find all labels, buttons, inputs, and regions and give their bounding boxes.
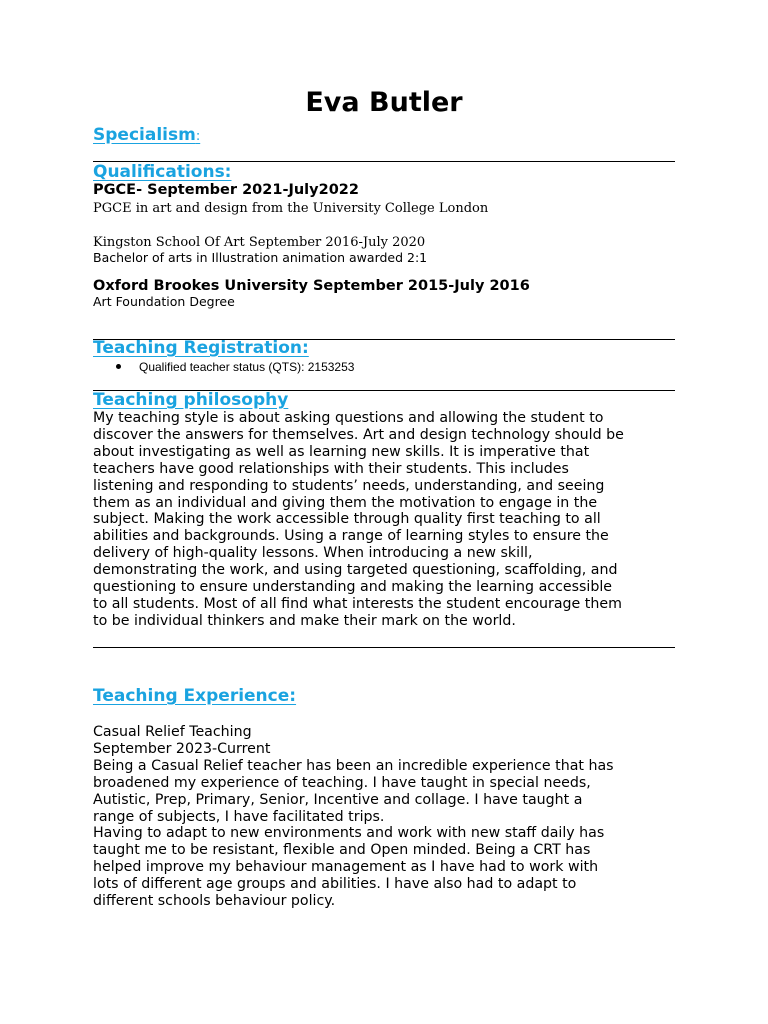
experience-line: Having to adapt to new environments and work with new staff daily has [93,825,605,842]
specialism-colon: : [195,129,201,144]
specialism-label: Specialism [93,125,196,145]
resume-name: Eva Butler [305,87,463,118]
pgce-description: PGCE in art and design from the University College London [93,201,489,216]
oxford-title: Oxford Brookes University September 2015-July 2016 [93,278,530,294]
philosophy-heading: Teaching philosophy [93,390,289,410]
registration-list [113,359,354,375]
philosophy-line: discover the answers for themselves. Art and design technology should be [93,426,624,443]
oxford-description: Art Foundation Degree [93,294,235,309]
philosophy-line: listening and responding to students’ needs, understanding, and seeing [93,477,605,494]
experience-line: broadened my experience of teaching. I have taught in special needs, [93,774,591,791]
experience-line: helped improve my behaviour management as I have had to work with [93,859,599,876]
experience-line: Casual Relief Teaching [93,724,252,740]
philosophy-line: subject. Making the work accessible through quality first teaching to all [93,511,601,528]
experience-heading: Teaching Experience: [93,686,297,706]
experience-line: September 2023-Current [93,740,271,757]
experience-line: Autistic, Prep, Primary, Senior, Incentive and collage. I have taught a [93,791,583,808]
philosophy-line: about investigating as well as learning new skills. It is imperative that [93,443,590,460]
kingston-description: Bachelor of arts in Illustration animation awarded 2:1 [93,250,428,265]
registration-item-text: Qualified teacher status (QTS): 2153253 [139,360,355,374]
registration-heading: Teaching Registration: [93,338,309,358]
experience-paragraph [93,724,683,910]
philosophy-line: My teaching style is about asking questions and allowing the student to [93,410,604,426]
philosophy-paragraph [93,410,683,630]
list-item [113,359,354,375]
philosophy-line: delivery of high-quality lessons. When introducing a new skill, [93,545,533,562]
experience-line: lots of different age groups and abilities. I have also had to adapt to [93,876,577,893]
divider [93,647,675,648]
pgce-title: PGCE- September 2021-July2022 [93,182,359,198]
experience-line: range of subjects, I have facilitated trips. [93,808,385,825]
experience-line: different schools behaviour policy. [93,893,336,910]
philosophy-line: to be individual thinkers and make their mark on the world. [93,612,516,629]
philosophy-line: questioning to ensure understanding and making the learning accessible [93,579,612,596]
specialism-heading [93,124,200,148]
kingston-title: Kingston School Of Art September 2016-July 2020 [93,235,426,250]
philosophy-line: them as an individual and giving them the motivation to engage in the [93,494,598,511]
philosophy-line: abilities and backgrounds. Using a range of learning styles to ensure the [93,528,609,545]
philosophy-line: demonstrating the work, and using targeted questioning, scaffolding, and [93,562,618,579]
philosophy-line: to all students. Most of all find what interests the student encourage them [93,595,622,612]
experience-line: Being a Casual Relief teacher has been an incredible experience that has [93,757,614,774]
qualifications-heading: Qualifications: [93,162,232,182]
philosophy-line: teachers have good relationships with their students. This includes [93,460,569,477]
bullet-icon [116,364,121,369]
experience-line: taught me to be resistant, flexible and Open minded. Being a CRT has [93,842,591,859]
